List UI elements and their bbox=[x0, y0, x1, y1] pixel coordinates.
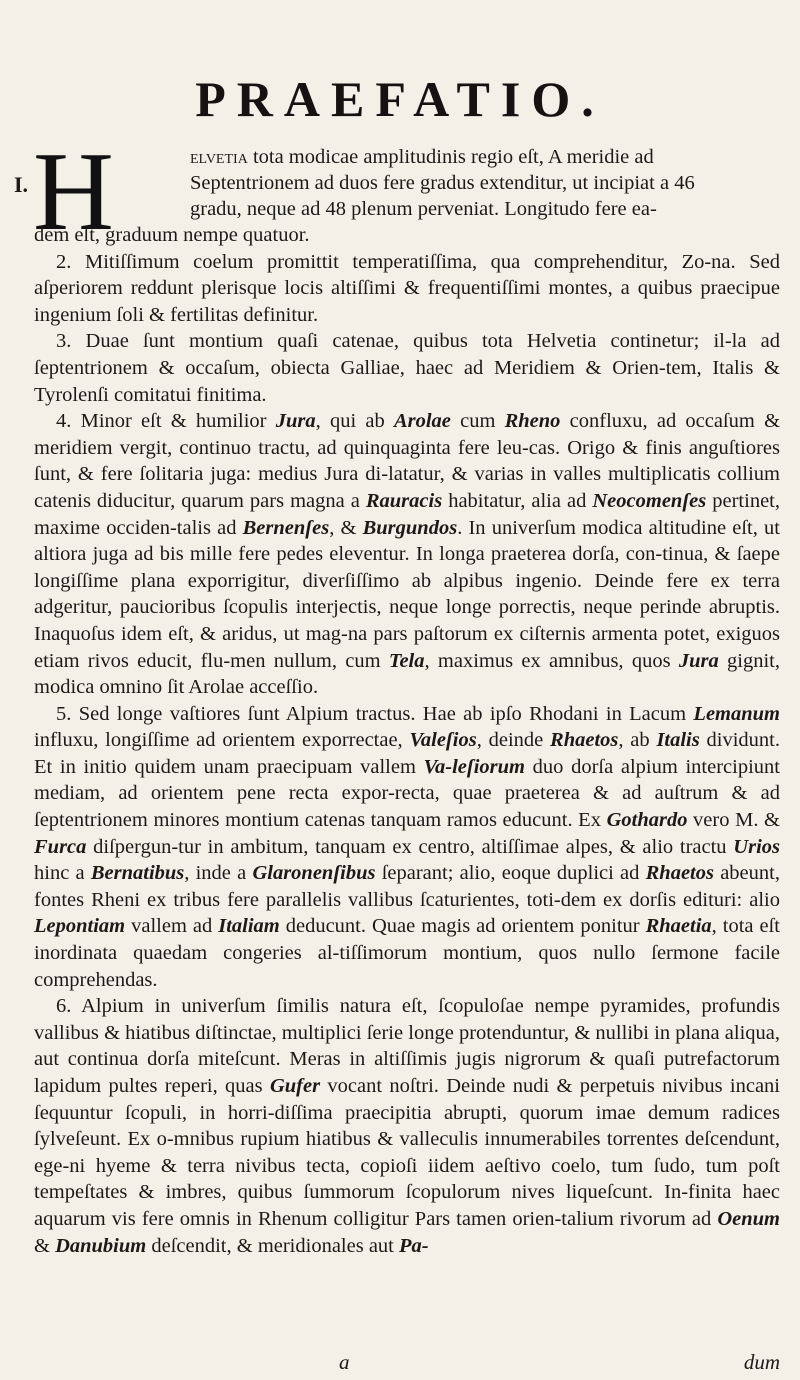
lead-line-2: Septentrionem ad duos fere gradus extenditur, ut incipiat a 46 bbox=[190, 172, 695, 194]
paragraph-2: 2. Mitiſſimum coelum promittit temperatiſſima, qua comprehenditur, Zo-na. Sed aſperiorem reddunt plerisque locis altiſſimi & frequentiſſimi montes, a quibus praecipue ingenium ſoli & fertilitas definitur. bbox=[34, 250, 780, 326]
body-text bbox=[34, 222, 780, 1259]
paragraph-1-continuation: dem eſt, graduum nempe quatuor. bbox=[34, 224, 310, 246]
paragraph-4: 4. Minor eſt & humilior Jura, qui ab Arolae cum Rheno confluxu, ad occaſum & meridiem vergit, continuo tractu, ad quinquaginta fere leu-cas. Origo & finis anguſtiores ſunt, & fere ſolitaria juga: medius Jura di-latatur, & varias in valles multiplicatis collium catenis diducitur, quarum pars magna a Rauracis habitatur, alia ad Neocomenſes pertinet, maxime occiden-talis ad Bernenſes, & Burgundos. In univerſum modica altitudine eſt, ut altiora juga ad bis mille fere pedes eleventur. In longa praeterea dorſa, con-tinua, & ſaepe longiſſime plana exporrigitur, diverſiſſimo ab alpibus ingenio. Deinde fere ex terra adgeritur, paucioribus ſcopulis interjectis, neque longe porrectis, neque perinde abruptis. Inaquoſus idem eſt, & aridus, ut mag-na pars paſtorum ex ciſternis armenta potet, exiguos etiam rivos educit, flu-men nullum, cum Tela, maximus ex amnibus, quos Jura gignit, modica omnino ſit Arolae acceſſio. bbox=[34, 410, 781, 699]
page-title: PRAEFATIO. bbox=[195, 71, 605, 127]
section-number: I. bbox=[14, 172, 29, 197]
lead-smallcaps: elvetia bbox=[190, 146, 248, 168]
drop-cap: H bbox=[33, 130, 114, 254]
paragraph-3: 3. Duae ſunt montium quaſi catenae, quibus tota Helvetia continetur; il-la ad ſeptentrionem & occaſum, obiecta Galliae, haec ad Meridiem & Orien-tem, Italis & Tyrolenſi comitatui finitima. bbox=[34, 330, 780, 406]
lead-line-1-rest: tota modicae amplitudinis regio eſt, A meridie ad bbox=[247, 146, 654, 168]
lead-line-3: gradu, neque ad 48 plenum perveniat. Longitudo fere ea- bbox=[190, 198, 657, 220]
lead-line-1 bbox=[190, 146, 780, 169]
signature-mark: a bbox=[339, 1350, 350, 1374]
paragraph-5: 5. Sed longe vaſtiores ſunt Alpium tractus. Hae ab ipſo Rhodani in Lacum Lemanum influxu, longiſſime ad orientem exporrectae, Valeſios, deinde Rhaetos, ab Italis dividunt. Et in initio quidem unam praecipuam vallem Va-leſiorum duo dorſa alpium intercipiunt mediam, ad orientem pene recta expor-recta, quae praeterea & ad auſtrum & ad ſeptentrionem minores montium catenas tanquam ramos educunt. Ex Gothardo vero M. & Furca diſpergun-tur in ambitum, tanquam ex centro, altiſſimae alpes, & alio tractu Urios hinc a Bernatibus, inde a Glaronenſibus ſeparant; alio, eoque duplici ad Rhaetos abeunt, fontes Rheni ex tribus fere parallelis vallibus ſcaturientes, toti-dem ex dorſis edituri: alio Lepontiam vallem ad Italiam deducunt. Quae magis ad orientem ponitur Rhaetia, tota eſt inordinata quaedam congeries al-tiſſimorum montium, quos nullo ſermone facile comprehendas. bbox=[34, 702, 780, 991]
catchword: dum bbox=[743, 1350, 780, 1374]
paragraph-6: 6. Alpium in univerſum ſimilis natura eſt, ſcopuloſae nempe pyramides, profundis vallibus & hiatibus diſtinctae, multiplici ſerie longe protenduntur, & nullibi in plana aliqua, aut continua dorſa miteſcunt. Meras in altiſſimis jugis nigrorum & quaſi putrefactorum lapidum pultes reperi, quas Gufer vocant noſtri. Deinde nudi & perpetuis nivibus incani ſequuntur ſcopuli, in horri-diſſima praecipitia abrupti, quorum imae demum radices ſylveſeunt. Ex o-mnibus rupium hiatibus & valleculis innumerabiles torrentes deſcendunt, ege-ni hyeme & terra nivibus tecta, copioſi iidem aeſtivo coelo, tum ſudo, tum poſt tempeſtates & imbres, quibus ſummorum ſcopulorum nives liqueſcunt. In-finita haec aquarum vis fere omnis in Rhenum colligitur Pars tamen orien-talium rivorum ad Oenum & Danubium deſcendit, & meridionales aut Pa- bbox=[34, 995, 781, 1257]
